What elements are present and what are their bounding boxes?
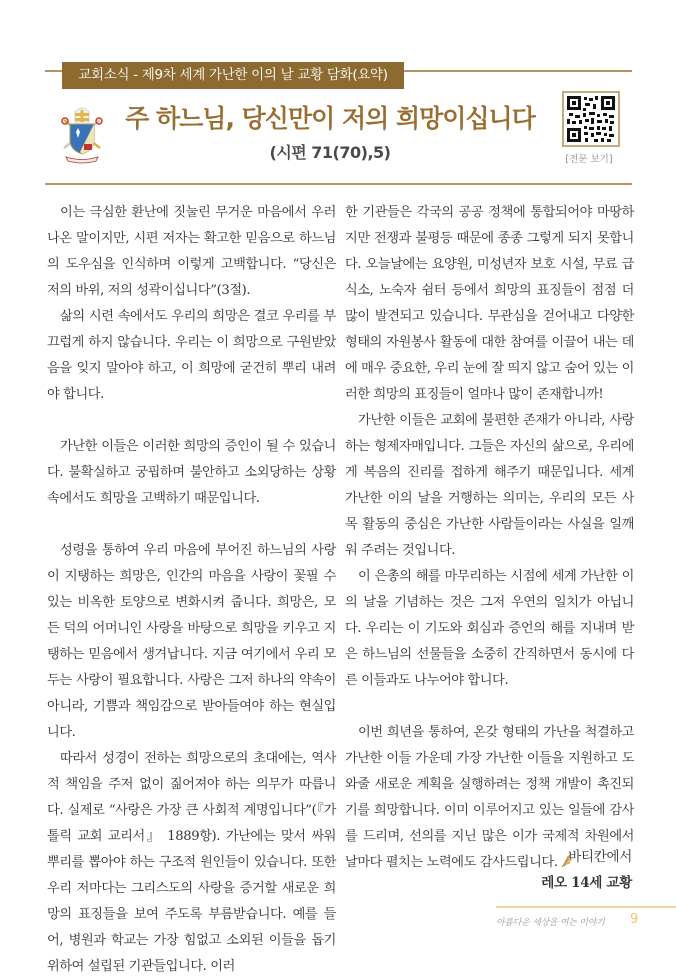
- page-number: 9: [630, 912, 639, 927]
- page-title: 주 하느님, 당신만이 저의 희망이십니다: [125, 104, 535, 133]
- signature-name: 레오 14세 교황: [541, 875, 632, 891]
- paragraph: 이 은총의 해를 마무리하는 시점에 세계 가난한 이의 날을 기념하는 것은 그저 우연의 일치가 아닙니다. 우리는 이 기도와 회심과 증언의 해를 지내며 받은 하느님의 선물들을 소중히 간직하면서 동시에 다른 이들과도 나누어야 합니다.: [345, 569, 634, 688]
- paragraph: 따라서 성경이 전하는 희망으로의 초대에는, 역사적 책임을 주저 없이 짊어져야 하는 의무가 따릅니다. 실제로 “사랑은 가장 큰 사회적 계명입니다”(『가톨릭 교회 교리서』 1889항). 가난에는 맞서 싸워 뿌리를 뽑아야 하는 구조적 원인들이 있습니다. 또한 우리 저마다는 그리스도의 사랑을 증거할 새로운 희망의 표징들을 보여 주도록 부름받습니다. 예를 들어, 병원과 학교는 가장 힘없고 소외된 이들을 돕기 위하여 설립된 기관들입니다. 이러: [47, 751, 336, 974]
- header-divider: [45, 183, 632, 185]
- right-column: [345, 200, 634, 876]
- papal-coat-of-arms-icon: [58, 104, 106, 164]
- paragraph: 성령을 통하여 우리 마음에 부어진 하느님의 사랑이 지탱하는 희망은, 인간의 마음을 사랑이 꽃필 수 있는 비옥한 토양으로 변화시켜 줍니다. 희망은, 모든 덕의 어머니인 사랑을 바탕으로 희망을 키우고 지탱하는 믿음에서 생겨납니다. 지금 여기에서 우리 모두는 사랑이 필요합니다. 사랑은 그저 하나의 약속이 아니라, 기쁨과 책임감으로 받아들여야 하는 현실입니다.: [47, 543, 336, 740]
- footer-rule: [496, 906, 676, 908]
- signature-place: 바티칸에서: [568, 849, 632, 865]
- paragraph: 가난한 이들은 이러한 희망의 증인이 될 수 있습니다. 불확실하고 궁핍하며 불안하고 소외당하는 상황 속에서도 희망을 고백하기 때문입니다.: [47, 439, 336, 506]
- qr-code-icon[interactable]: [562, 91, 620, 147]
- section-band: 교회소식 - 제9차 세계 가난한 이의 날 교황 담화(요약): [62, 62, 404, 89]
- paragraph: 가난한 이들은 교회에 불편한 존재가 아니라, 사랑하는 형제자매입니다. 그들은 자신의 삶으로, 우리에게 복음의 진리를 접하게 해주기 때문입니다. 세계 가난한 이의 날을 거행하는 의미는, 우리의 모든 사목 활동의 중심은 가난한 사람들이라는 사실을 일깨워 주려는 것입니다.: [345, 413, 634, 558]
- qr-code-graphic: [567, 96, 615, 142]
- scripture-reference: (시편 71(70),5): [269, 143, 391, 162]
- magazine-title: 아름다운 세상을 여는 이야기: [496, 918, 605, 928]
- left-column: [47, 200, 336, 980]
- paragraph: 이는 극심한 환난에 짓눌린 무거운 마음에서 우러나온 말이지만, 시편 저자는 확고한 믿음으로 하느님의 도우심을 인식하며 이렇게 고백합니다. “당신은 저의 바위, 저의 성곽이십니다”(3절).: [47, 205, 336, 298]
- paragraph-text: 이번 희년을 통하여, 온갖 형태의 가난을 척결하고 가난한 이들 가운데 가장 가난한 이들을 지원하고 도와줄 새로운 계획을 실행하려는 정책 개발이 촉진되기를 희망합니다. 이미 이루어지고 있는 일들에 감사를 드리며, 선의를 지닌 많은 이가 국제적 차원에서 날마다 펼치는 노력에도 감사드립니다.: [345, 725, 634, 870]
- full-text-link[interactable]: [전문 보기]: [565, 154, 613, 165]
- paragraph: 삶의 시련 속에서도 우리의 희망은 결코 우리를 부끄럽게 하지 않습니다. 우리는 이 희망으로 구원받았음을 잊지 말아야 하고, 이 희망에 굳건히 뿌리 내려야 합니다.: [47, 309, 336, 402]
- paragraph: 한 기관들은 각국의 공공 정책에 통합되어야 마땅하지만 전쟁과 불평등 때문에 종종 그렇게 되지 못합니다. 오늘날에는 요양원, 미성년자 보호 시설, 무료 급식소, 노숙자 쉼터 등에서 희망의 표징들이 점점 더 많이 발견되고 있습니다. 무관심을 걷어내고 다양한 형태의 자원봉사 활동에 대한 참여를 이끌어 내는 데에 매우 중요한, 우리 눈에 잘 띄지 않고 숨어 있는 이러한 희망의 표징들이 얼마나 많이 존재합니까!: [345, 205, 634, 402]
